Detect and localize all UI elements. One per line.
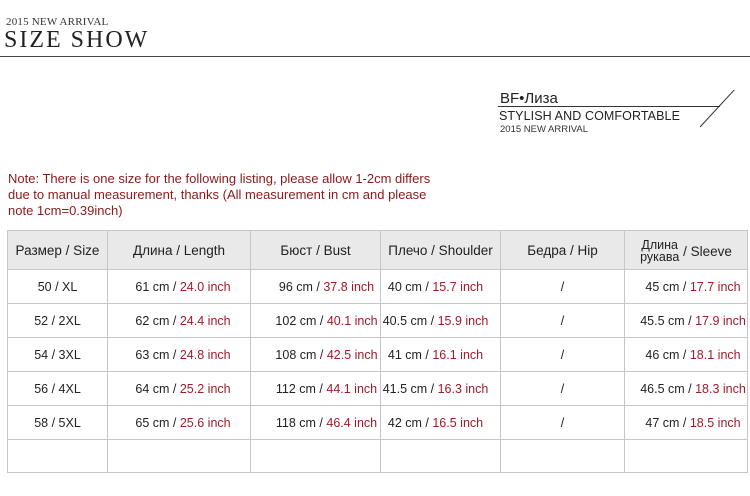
cell-size: 54 / 3XL bbox=[8, 338, 108, 372]
cell-length-cm: 65 cm bbox=[135, 415, 170, 430]
brand-name: BF•Лиза bbox=[500, 90, 558, 107]
cell-size: 52 / 2XL bbox=[8, 304, 108, 338]
header-sleeve bbox=[625, 231, 748, 270]
brand-block bbox=[498, 90, 750, 140]
cell-length bbox=[108, 372, 251, 406]
cell-bust-sep: / bbox=[316, 313, 327, 328]
cell-bust-cm: 96 cm bbox=[278, 279, 313, 294]
cell-bust bbox=[251, 406, 381, 440]
header-subtitle: 2015 NEW ARRIVAL bbox=[6, 16, 109, 28]
cell-shoulder-sep: / bbox=[427, 313, 438, 328]
cell-length bbox=[108, 406, 251, 440]
cell-sleeve-cm: 46 cm bbox=[645, 347, 680, 362]
cell-bust-cm: 108 cm bbox=[275, 347, 317, 362]
cell-bust-inch: 46.4 inch bbox=[326, 415, 378, 430]
page-title: SIZE SHOW bbox=[4, 27, 150, 53]
brand-slogan: STYLISH AND COMFORTABLE bbox=[499, 109, 681, 123]
cell-length-cm: 62 cm bbox=[135, 313, 170, 328]
cell-length-cm: 61 cm bbox=[135, 279, 170, 294]
cell-sleeve-inch: 17.9 inch bbox=[695, 313, 746, 328]
cell-shoulder-cm: 40 cm bbox=[387, 279, 422, 294]
header-bust: Бюст / Bust bbox=[251, 231, 381, 270]
cell-bust-sep: / bbox=[315, 415, 327, 430]
cell-hip: / bbox=[501, 406, 625, 440]
cell-sleeve bbox=[625, 406, 748, 440]
cell-length bbox=[108, 304, 251, 338]
cell-shoulder-cm: 42 cm bbox=[387, 415, 422, 430]
cell-bust bbox=[251, 270, 381, 304]
cell-length bbox=[108, 338, 251, 372]
table-row bbox=[8, 338, 748, 372]
cell-bust bbox=[251, 338, 381, 372]
cell-shoulder bbox=[381, 304, 501, 338]
empty-cell bbox=[625, 440, 748, 473]
table-row bbox=[8, 270, 748, 304]
cell-length-inch: 24.8 inch bbox=[179, 347, 231, 362]
cell-length bbox=[108, 270, 251, 304]
header-sleeve-ru-1: Длина bbox=[641, 238, 679, 252]
cell-sleeve-inch: 18.5 inch bbox=[689, 415, 741, 430]
cell-sleeve-inch: 17.7 inch bbox=[689, 279, 741, 294]
header-sleeve-en: / Sleeve bbox=[683, 243, 732, 259]
cell-sleeve-cm: 46.5 cm bbox=[640, 381, 685, 396]
cell-sleeve-sep: / bbox=[684, 381, 696, 396]
cell-shoulder-inch: 16.5 inch bbox=[432, 415, 484, 430]
cell-sleeve-sep: / bbox=[679, 347, 690, 362]
header-hip: Бедра / Hip bbox=[501, 231, 625, 270]
empty-cell bbox=[251, 440, 381, 473]
cell-sleeve-inch: 18.3 inch bbox=[695, 381, 746, 396]
cell-sleeve bbox=[625, 338, 748, 372]
cell-length-sep: / bbox=[169, 381, 180, 396]
header-divider bbox=[0, 56, 750, 57]
cell-sleeve-cm: 45.5 cm bbox=[640, 313, 685, 328]
cell-shoulder bbox=[381, 372, 501, 406]
cell-sleeve bbox=[625, 304, 748, 338]
cell-size: 58 / 5XL bbox=[8, 406, 108, 440]
cell-shoulder-cm: 40.5 cm bbox=[382, 313, 428, 328]
cell-length-sep: / bbox=[169, 347, 180, 362]
cell-hip: / bbox=[501, 338, 625, 372]
cell-bust-sep: / bbox=[312, 279, 324, 294]
table-row bbox=[8, 304, 748, 338]
cell-sleeve-inch: 18.1 inch bbox=[689, 347, 741, 362]
cell-shoulder-sep: / bbox=[421, 347, 433, 362]
size-table bbox=[7, 230, 748, 473]
cell-shoulder-inch: 16.1 inch bbox=[432, 347, 484, 362]
cell-bust bbox=[251, 372, 381, 406]
cell-bust-inch: 42.5 inch bbox=[326, 347, 378, 362]
cell-length-inch: 24.0 inch bbox=[179, 279, 231, 294]
empty-cell bbox=[108, 440, 251, 473]
cell-length-sep: / bbox=[169, 313, 180, 328]
cell-length-sep: / bbox=[169, 279, 180, 294]
cell-shoulder bbox=[381, 406, 501, 440]
table-empty-row bbox=[8, 440, 748, 473]
cell-hip: / bbox=[501, 304, 625, 338]
cell-shoulder-cm: 41.5 cm bbox=[382, 381, 428, 396]
cell-hip: / bbox=[501, 270, 625, 304]
cell-sleeve bbox=[625, 372, 748, 406]
header-size: Размер / Size bbox=[8, 231, 108, 270]
empty-cell bbox=[381, 440, 501, 473]
cell-sleeve-sep: / bbox=[679, 415, 690, 430]
cell-bust-sep: / bbox=[316, 347, 327, 362]
brand-arrival: 2015 NEW ARRIVAL bbox=[500, 124, 589, 135]
cell-length-inch: 25.2 inch bbox=[179, 381, 231, 396]
cell-shoulder-inch: 15.9 inch bbox=[437, 313, 489, 328]
cell-length-cm: 64 cm bbox=[135, 381, 170, 396]
cell-shoulder-sep: / bbox=[421, 415, 433, 430]
cell-sleeve-cm: 47 cm bbox=[645, 415, 680, 430]
cell-sleeve-sep: / bbox=[684, 313, 696, 328]
measurement-note: Note: There is one size for the following listing, please allow 1-2cm differs due to manual measurement, thanks (All measurement in cm and please note 1cm=0.39inch) bbox=[8, 171, 431, 218]
cell-size: 50 / XL bbox=[8, 270, 108, 304]
header-shoulder: Плечо / Shoulder bbox=[381, 231, 501, 270]
cell-shoulder-inch: 15.7 inch bbox=[432, 279, 484, 294]
cell-sleeve-cm: 45 cm bbox=[645, 279, 680, 294]
empty-cell bbox=[8, 440, 108, 473]
cell-bust-cm: 112 cm bbox=[275, 381, 316, 396]
cell-shoulder bbox=[381, 338, 501, 372]
cell-bust-sep: / bbox=[315, 381, 327, 396]
cell-shoulder-cm: 41 cm bbox=[387, 347, 422, 362]
cell-bust-cm: 118 cm bbox=[275, 415, 316, 430]
cell-length-inch: 24.4 inch bbox=[179, 313, 231, 328]
cell-bust-inch: 40.1 inch bbox=[326, 313, 378, 328]
cell-shoulder-inch: 16.3 inch bbox=[437, 381, 489, 396]
empty-cell bbox=[501, 440, 625, 473]
cell-hip: / bbox=[501, 372, 625, 406]
table-row bbox=[8, 372, 748, 406]
table-header-row bbox=[8, 231, 748, 270]
cell-length-cm: 63 cm bbox=[135, 347, 170, 362]
cell-length-sep: / bbox=[169, 415, 180, 430]
cell-bust-inch: 37.8 inch bbox=[323, 279, 375, 294]
header-sleeve-ru-2: рукава bbox=[640, 250, 680, 264]
cell-sleeve-sep: / bbox=[679, 279, 690, 294]
cell-length-inch: 25.6 inch bbox=[179, 415, 231, 430]
table-row bbox=[8, 406, 748, 440]
cell-bust-inch: 44.1 inch bbox=[326, 381, 378, 396]
cell-size: 56 / 4XL bbox=[8, 372, 108, 406]
cell-bust-cm: 102 cm bbox=[275, 313, 317, 328]
cell-shoulder-sep: / bbox=[421, 279, 433, 294]
cell-bust bbox=[251, 304, 381, 338]
cell-sleeve bbox=[625, 270, 748, 304]
cell-shoulder-sep: / bbox=[427, 381, 438, 396]
cell-shoulder bbox=[381, 270, 501, 304]
header-length: Длина / Length bbox=[108, 231, 251, 270]
